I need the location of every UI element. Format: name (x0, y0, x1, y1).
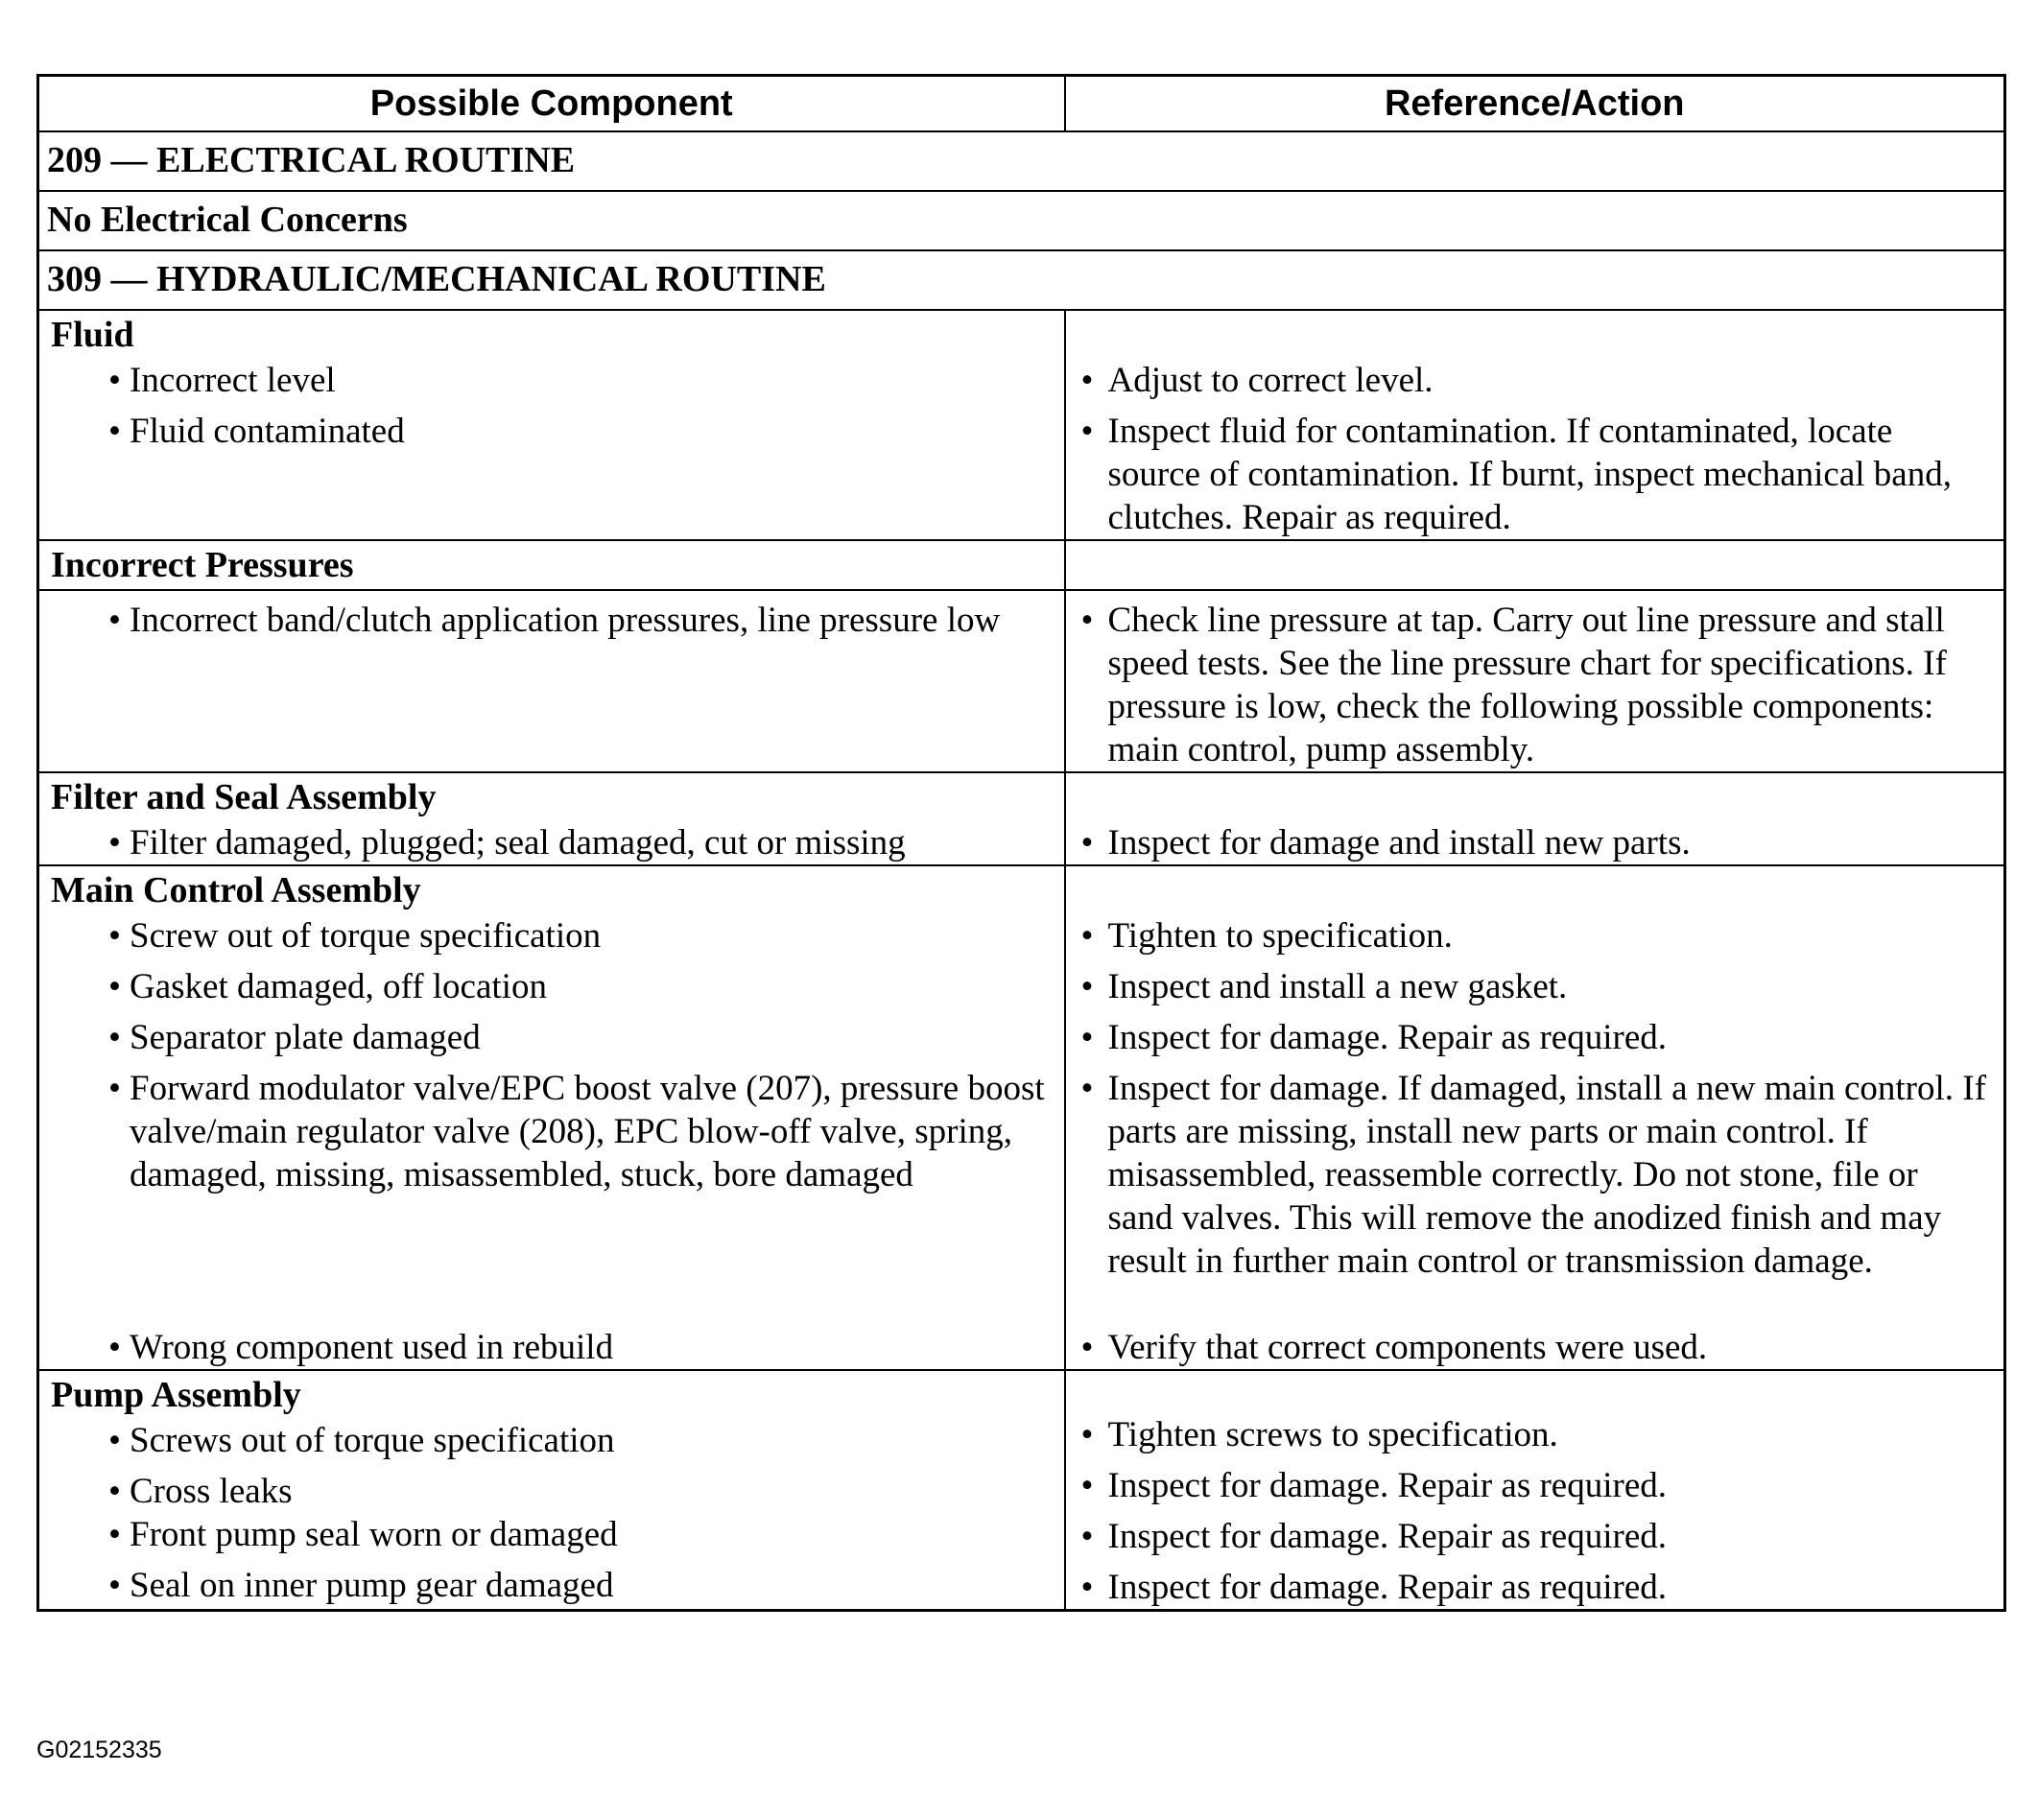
bullet: • (1080, 967, 1094, 1006)
component-text: Filter damaged, plugged; seal damaged, cut or missing (130, 823, 906, 863)
component-cell (38, 590, 1065, 772)
bullet: • (108, 1421, 121, 1460)
bullet: • (1080, 1415, 1094, 1454)
component-item (39, 821, 1064, 864)
component-item (39, 914, 1064, 957)
routine-row (38, 250, 2005, 310)
group-main-control (38, 865, 2005, 1370)
component-cell (38, 540, 1065, 590)
component-item (39, 1470, 1064, 1513)
action-item (1066, 1067, 2004, 1326)
bullet: • (1080, 823, 1094, 863)
header-row (38, 76, 2005, 132)
action-item (1066, 1515, 2004, 1558)
action-cell (1065, 310, 2005, 540)
component-text: Front pump seal worn or damaged (130, 1515, 618, 1554)
header-possible-component: Possible Component (38, 76, 1065, 132)
bullet: • (1080, 1466, 1094, 1505)
action-text: Check line pressure at tap. Carry out line pressure and stall speed tests. See the line pressure chart for specifications. If pressure is low, check the following possible components: main control, pump assembly. (1107, 601, 1947, 769)
action-item (1066, 1566, 2004, 1609)
routine-electrical: 209 — ELECTRICAL ROUTINE (38, 131, 2005, 191)
group-pressures-title-row (38, 540, 2005, 590)
component-item (39, 1067, 1064, 1326)
action-text: Verify that correct components were used. (1107, 1328, 1708, 1367)
component-cell (38, 1370, 1065, 1611)
component-item (39, 599, 1064, 642)
bullet: • (108, 1018, 121, 1057)
component-item (39, 1513, 1064, 1556)
component-text: Wrong component used in rebuild (130, 1328, 614, 1367)
component-item (39, 410, 1064, 453)
bullet: • (1080, 412, 1094, 451)
action-item (1066, 1464, 2004, 1507)
routine-row (38, 191, 2005, 250)
bullet: • (1080, 1517, 1094, 1556)
action-text: Inspect for damage. Repair as required. (1107, 1568, 1667, 1607)
diagnosis-table (36, 74, 2006, 1612)
action-cell (1065, 1370, 2005, 1611)
action-item (1066, 1326, 2004, 1369)
bullet: • (1080, 1018, 1094, 1057)
bullet: • (108, 601, 121, 640)
figure-id: G02152335 (36, 1737, 162, 1763)
bullet: • (108, 1515, 121, 1554)
action-text: Adjust to correct level. (1107, 361, 1434, 400)
routine-row (38, 131, 2005, 191)
bullet: • (1080, 916, 1094, 956)
component-text: Separator plate damaged (130, 1018, 481, 1057)
component-item (39, 1564, 1064, 1607)
action-text: Tighten screws to specification. (1107, 1415, 1558, 1454)
action-item (1066, 1016, 2004, 1059)
component-item (39, 1419, 1064, 1462)
action-cell (1065, 540, 2005, 590)
action-item (1066, 965, 2004, 1008)
group-pressures (38, 590, 2005, 772)
bullet: • (108, 823, 121, 863)
component-text: Incorrect level (130, 361, 336, 400)
bullet: • (1080, 1069, 1094, 1108)
action-text: Inspect for damage. Repair as required. (1107, 1517, 1667, 1556)
bullet: • (1080, 1568, 1094, 1607)
component-item (39, 359, 1064, 402)
action-item (1066, 359, 2004, 402)
bullet: • (108, 412, 121, 451)
bullet: • (1080, 1328, 1094, 1367)
action-item (1066, 821, 2004, 864)
bullet: • (108, 916, 121, 956)
group-filter (38, 772, 2005, 865)
action-item (1066, 410, 2004, 539)
group-pump (38, 1370, 2005, 1611)
action-text: Tighten to specification. (1107, 916, 1453, 956)
group-title: Pump Assembly (51, 1375, 301, 1415)
bullet: • (108, 1566, 121, 1605)
component-item (39, 1326, 1064, 1369)
action-text: Inspect fluid for contamination. If contaminated, locate source of contamination. If burnt, inspect mechanical band, clutches. Repair as required. (1107, 412, 1952, 537)
header-reference-action: Reference/Action (1065, 76, 2005, 132)
group-title: Incorrect Pressures (51, 545, 354, 585)
action-text: Inspect and install a new gasket. (1107, 967, 1568, 1006)
bullet: • (1080, 601, 1094, 640)
component-text: Screws out of torque specification (130, 1421, 615, 1460)
component-text: Fluid contaminated (130, 412, 405, 451)
bullet: • (108, 361, 121, 400)
component-text: Cross leaks (130, 1472, 293, 1511)
bullet: • (108, 1328, 121, 1367)
component-text: Gasket damaged, off location (130, 967, 547, 1006)
routine-hydraulic: 309 — HYDRAULIC/MECHANICAL ROUTINE (38, 250, 2005, 310)
group-fluid (38, 310, 2005, 540)
action-item (1066, 1413, 2004, 1456)
component-item (39, 1016, 1064, 1059)
bullet: • (1080, 361, 1094, 400)
bullet: • (108, 1069, 121, 1108)
component-item (39, 965, 1064, 1008)
action-text: Inspect for damage. Repair as required. (1107, 1018, 1667, 1057)
action-item (1066, 914, 2004, 957)
component-cell (38, 865, 1065, 1370)
action-text: Inspect for damage and install new parts. (1107, 823, 1691, 863)
component-text: Seal on inner pump gear damaged (130, 1566, 614, 1605)
bullet: • (108, 1472, 121, 1511)
action-item (1066, 599, 2004, 771)
component-cell (38, 772, 1065, 865)
component-text: Forward modulator valve/EPC boost valve (207), pressure boost valve/main regulator valve (208), EPC blow-off valve, spring, damaged, missing, misassembled, stuck, bore damaged (130, 1069, 1045, 1194)
action-text: Inspect for damage. If damaged, install a new main control. If parts are missing, install new parts or main control. If misassembled, reassemble correctly. Do not stone, file or sand valves. This will remove the anodized finish and may result in further main control or transmission damage. (1107, 1069, 1986, 1281)
action-cell (1065, 772, 2005, 865)
component-text: Screw out of torque specification (130, 916, 602, 956)
group-title: Main Control Assembly (51, 870, 421, 910)
component-cell (38, 310, 1065, 540)
no-electrical-concerns: No Electrical Concerns (38, 191, 2005, 250)
group-title: Filter and Seal Assembly (51, 777, 437, 817)
action-text: Inspect for damage. Repair as required. (1107, 1466, 1667, 1505)
group-title: Fluid (51, 315, 134, 355)
bullet: • (108, 967, 121, 1006)
action-cell (1065, 590, 2005, 772)
component-text: Incorrect band/clutch application pressures, line pressure low (130, 601, 1001, 640)
action-cell (1065, 865, 2005, 1370)
